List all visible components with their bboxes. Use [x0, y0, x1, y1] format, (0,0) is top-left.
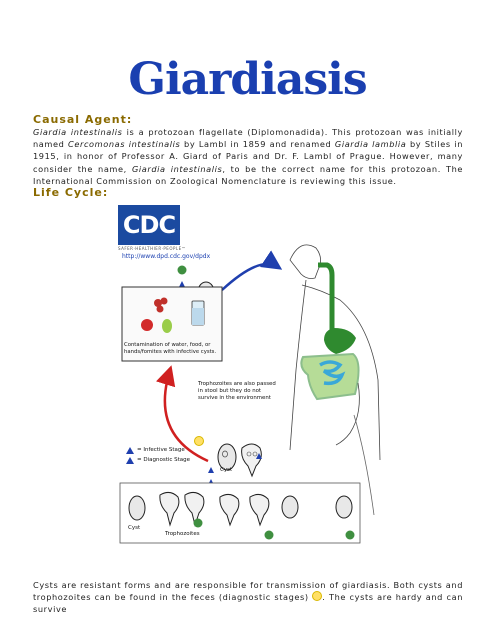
legend-infective-label: = Infective Stage — [137, 447, 185, 453]
trophozoite-note: Trophozoites are also passed in stool but they do not survive in the environment — [198, 381, 276, 401]
life-cycle-paragraph — [33, 579, 463, 616]
stage-1-badge — [195, 437, 204, 446]
stage-legend — [126, 445, 190, 465]
stage-2-badge — [178, 266, 187, 275]
cdc-tagline: SAFER·HEALTHIER·PEOPLE™ — [118, 246, 187, 251]
diagnostic-stage-icon — [126, 457, 134, 464]
legend-diagnostic-label: = Diagnostic Stage — [137, 457, 191, 463]
text-span: by Stiles in 1915, in honor of Professor A. Giard of Paris and Dr. F. Lambl of Prague. However, many consider the name, — [33, 139, 463, 174]
diagnostic-stage-icon — [312, 591, 322, 601]
legend-infective — [126, 445, 190, 455]
diagram-illustration — [110, 205, 385, 545]
page-title: Giardiasis — [128, 54, 367, 105]
stage-5-badge — [346, 531, 355, 540]
text-span: is a protozoan flagellate (Diplomonadida). This protozoan was initially named — [33, 127, 463, 150]
organism-name: Giardia lamblia — [334, 139, 407, 150]
text-span: by Lambl in 1859 and renamed — [180, 139, 335, 150]
text-span: , to be the correct name for this protozoan. The International Commission on Zoological Nomenclature is reviewing this issue. — [33, 163, 463, 186]
legend-diagnostic — [126, 455, 190, 465]
contamination-caption: Contamination of water, food, or hands/fomites with infective cysts. — [124, 342, 217, 355]
life-cycle-heading: Life Cycle: — [33, 186, 109, 199]
cyst-label: Cyst — [220, 467, 233, 473]
trophozoites-label: Trophozoites — [165, 531, 200, 537]
bottom-panel — [120, 483, 360, 543]
organism-name: Cercomonas intestinalis — [68, 139, 181, 150]
cdc-logo: CDC — [118, 205, 180, 245]
causal-agent-heading: Causal Agent: — [33, 113, 133, 126]
organism-name: Giardia intestinalis — [131, 163, 223, 174]
stage-4-badge — [265, 531, 274, 540]
trophozoite-illustration — [242, 444, 262, 476]
text-span: . The cysts are hardy and can survive — [33, 592, 463, 615]
cyst-label-bottom: Cyst — [128, 525, 141, 531]
infective-stage-icon — [126, 447, 134, 454]
infective-stage-marker — [179, 281, 185, 287]
human-body-illustration — [290, 245, 380, 460]
organism-name: Giardia intestinalis — [33, 127, 123, 137]
diagnostic-marker — [208, 467, 214, 473]
causal-agent-paragraph — [33, 126, 463, 187]
source-link[interactable]: http://www.dpd.cdc.gov/dpdx — [122, 253, 211, 260]
text-span: Cysts are resistant forms and are responsible for transmission of giardiasis. Both cysts and trophozoites can be found in the feces (diagnostic stages) — [33, 580, 463, 603]
life-cycle-diagram — [110, 205, 385, 545]
stage-3-badge — [194, 519, 203, 528]
ingestion-arrow — [222, 264, 278, 290]
